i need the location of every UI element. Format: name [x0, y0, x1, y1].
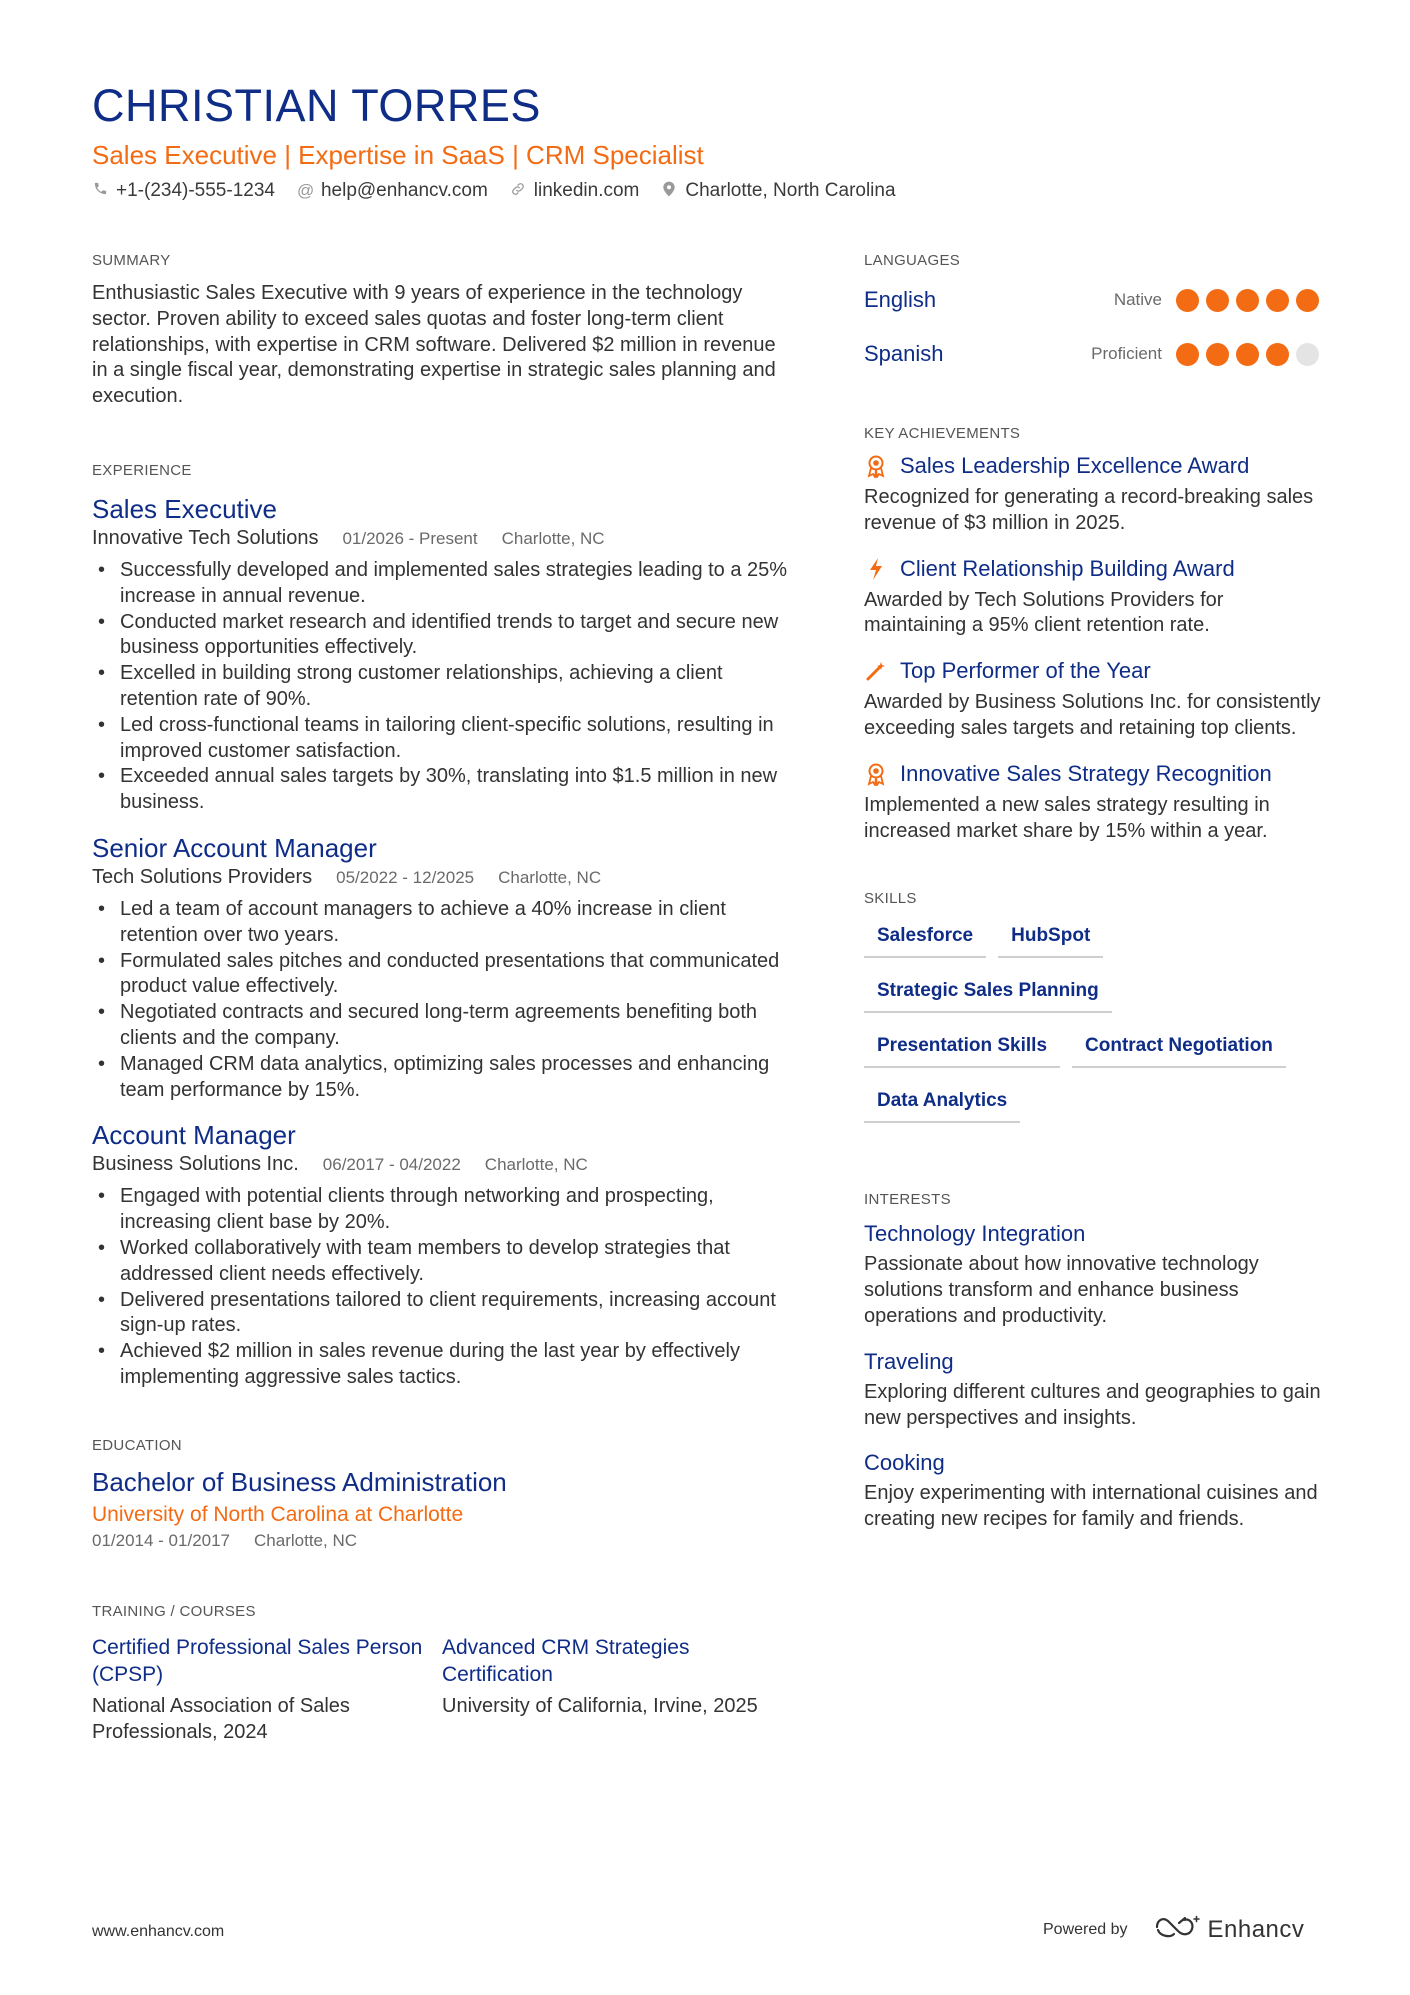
job-bullet: • Successfully developed and implemented sales strategies leading to a 25% increase in annual revenue.: [120, 558, 792, 610]
interest-desc: Exploring different cultures and geographies to gain new perspectives and insights.: [864, 1380, 1321, 1429]
enhancv-logo-icon: [1154, 1914, 1200, 1945]
language-rating: [1176, 343, 1326, 366]
linkedin-text[interactable]: linkedin.com: [533, 180, 640, 201]
powered-by-label: Powered by: [1043, 1920, 1128, 1938]
job-dates: 01/2026 - Present: [342, 528, 478, 548]
link-icon: [510, 181, 526, 202]
footer-branding: [1043, 1914, 1304, 1945]
achievements-heading: KEY ACHIEVEMENTS: [864, 425, 1021, 442]
training-list: [92, 1634, 792, 1746]
interest-item: [864, 1449, 1326, 1533]
achievement-item: [864, 657, 1326, 742]
contact-bar: [92, 180, 918, 202]
rating-dot-filled: [1236, 289, 1259, 312]
rating-dot-empty: [1296, 343, 1319, 366]
skill-tag: HubSpot: [998, 919, 1103, 958]
achievements-section: [864, 425, 1326, 844]
training-title: Certified Professional Sales Person (CPSP): [92, 1635, 423, 1686]
training-item: [92, 1634, 442, 1746]
education-meta: [92, 1529, 792, 1553]
training-section: [92, 1603, 792, 1746]
job-bullet: • Led cross-functional teams in tailoring client-specific solutions, resulting in improved customer satisfaction.: [120, 713, 792, 765]
job-entry: [92, 832, 792, 1103]
language-row: [864, 273, 1326, 327]
rating-dot-filled: [1176, 289, 1199, 312]
left-column: [92, 252, 792, 1745]
job-bullets: [92, 558, 792, 816]
skill-tag: Data Analytics: [864, 1084, 1020, 1123]
job-dates: 06/2017 - 04/2022: [322, 1155, 461, 1175]
achievement-title: Sales Leadership Excellence Award: [900, 453, 1250, 478]
education-degree: Bachelor of Business Administration: [92, 1466, 507, 1497]
job-dates: 05/2022 - 12/2025: [336, 867, 475, 887]
summary-section: [92, 252, 792, 410]
language-name: Spanish: [864, 341, 944, 366]
candidate-name: CHRISTIAN TORRES: [92, 80, 541, 131]
training-org: University of California, Irvine, 2025: [442, 1694, 758, 1717]
job-bullet: • Excelled in building strong customer relationships, achieving a client retention rate of 90%.: [120, 661, 792, 713]
contact-phone: [92, 180, 275, 202]
phone-icon: [92, 181, 108, 201]
interest-desc: Enjoy experimenting with international cuisines and creating new recipes for family and friends.: [864, 1482, 1318, 1531]
skills-heading: SKILLS: [864, 890, 917, 908]
job-entry: [92, 1119, 792, 1390]
contact-email[interactable]: [297, 180, 488, 202]
interest-title: Traveling: [864, 1348, 954, 1374]
achievement-title: Innovative Sales Strategy Recognition: [900, 760, 1272, 786]
rating-dot-filled: [1176, 343, 1199, 366]
job-meta: [92, 1151, 792, 1178]
job-location: Charlotte, NC: [484, 1155, 588, 1175]
contact-linkedin[interactable]: [510, 180, 640, 202]
job-bullet: • Formulated sales pitches and conducted presentations that communicated product value effectively.: [120, 949, 792, 1001]
training-title: Advanced CRM Strategies Certification: [442, 1635, 690, 1686]
skills-section: [864, 890, 1326, 1139]
rating-dot-filled: [1206, 289, 1229, 312]
interest-item: [864, 1220, 1326, 1329]
job-company: Innovative Tech Solutions: [92, 526, 319, 549]
job-title: Account Manager: [92, 1120, 296, 1151]
language-rating: [1176, 289, 1326, 312]
achievement-title: Top Performer of the Year: [900, 658, 1151, 684]
achievement-item: [864, 452, 1326, 537]
training-org: National Association of Sales Professionals, 2024: [92, 1694, 350, 1743]
achievement-header: [864, 452, 1326, 480]
achievement-desc: Awarded by Business Solutions Inc. for consistently exceeding sales targets and retaining top clients.: [864, 691, 1321, 739]
achievement-desc: Awarded by Tech Solutions Providers for maintaining a 95% client retention rate.: [864, 588, 1224, 637]
skills-list: [864, 919, 1326, 1139]
education-location: Charlotte, NC: [254, 1530, 357, 1550]
rating-dot-filled: [1266, 343, 1289, 366]
candidate-headline: Sales Executive | Expertise in SaaS | CRM Specialist: [92, 140, 704, 170]
rating-dot-filled: [1266, 289, 1289, 312]
job-meta: [92, 525, 792, 552]
achievement-item: [864, 555, 1326, 640]
email-text[interactable]: help@enhancv.com: [320, 180, 488, 201]
achievement-header: [864, 657, 1326, 685]
language-level: Proficient: [1091, 344, 1162, 363]
job-company: Business Solutions Inc.: [92, 1153, 299, 1176]
rating-dot-filled: [1296, 289, 1319, 312]
interests-section: [864, 1191, 1326, 1533]
job-bullet: • Exceeded annual sales targets by 30%, translating into $1.5 million in new business.: [120, 764, 792, 816]
interest-title: Cooking: [864, 1450, 945, 1476]
job-meta: [92, 864, 792, 891]
achievement-item: [864, 760, 1326, 845]
location-pin-icon: [661, 181, 677, 202]
job-bullet: • Delivered presentations tailored to client requirements, increasing account sign-up rates.: [120, 1288, 792, 1340]
job-bullets: [92, 1184, 792, 1390]
job-bullet: • Negotiated contracts and secured long-term agreements benefiting both clients and the company.: [120, 1000, 792, 1052]
achievement-header: [864, 760, 1326, 788]
skill-tag: Salesforce: [864, 919, 986, 958]
summary-text: Enthusiastic Sales Executive with 9 years of experience in the technology sector. Proven ability to exceed sales quotas and foster long-term client relationships, with expertise in CRM software. Delivered $2 million in revenue in a single fiscal year, demonstrating expertise in strategic sales planning and execution.: [92, 282, 776, 408]
skill-tag: Presentation Skills: [864, 1029, 1060, 1068]
brand-name: Enhancv: [1207, 1915, 1305, 1943]
job-entry: [92, 493, 792, 816]
job-company: Tech Solutions Providers: [92, 865, 313, 888]
job-title: Sales Executive: [92, 493, 277, 524]
languages-heading: LANGUAGES: [864, 252, 961, 269]
job-location: Charlotte, NC: [501, 528, 605, 548]
interest-desc: Passionate about how innovative technology solutions transform and enhance business operations and productivity.: [864, 1253, 1259, 1327]
achievement-desc: Implemented a new sales strategy resulting in increased market share by 15% within a year.: [864, 793, 1270, 842]
interest-item: [864, 1348, 1326, 1432]
job-bullet: • Engaged with potential clients through networking and prospecting, increasing client base by 20%.: [120, 1184, 792, 1236]
job-bullets: [92, 897, 792, 1103]
interest-title: Technology Integration: [864, 1221, 1086, 1247]
at-sign-icon: @: [296, 181, 315, 200]
education-school: University of North Carolina at Charlotte: [92, 1502, 464, 1526]
right-column: [864, 252, 1326, 1533]
language-row: [864, 327, 1326, 381]
job-title: Senior Account Manager: [92, 832, 377, 863]
education-heading: EDUCATION: [92, 1436, 182, 1454]
contact-location: [661, 180, 895, 202]
job-location: Charlotte, NC: [498, 867, 602, 887]
achievement-header: [864, 555, 1326, 583]
achievement-desc: Recognized for generating a record-breaking sales revenue of $3 million in 2025.: [864, 486, 1314, 534]
summary-heading: SUMMARY: [92, 252, 171, 269]
skill-tag: Contract Negotiation: [1072, 1029, 1286, 1068]
award-ribbon-icon: [864, 762, 888, 786]
rating-dot-filled: [1236, 343, 1259, 366]
language-level: Native: [1113, 290, 1162, 309]
education-section: [92, 1437, 792, 1553]
education-dates: 01/2014 - 01/2017: [92, 1530, 231, 1550]
languages-section: [864, 252, 1326, 381]
rating-dot-filled: [1206, 343, 1229, 366]
phone-text: +1-(234)-555-1234: [116, 180, 275, 201]
job-bullet: • Managed CRM data analytics, optimizing sales processes and enhancing team performance by 15%.: [120, 1052, 792, 1104]
experience-heading: EXPERIENCE: [92, 461, 192, 479]
skill-tag: Strategic Sales Planning: [864, 974, 1112, 1013]
footer-website[interactable]: www.enhancv.com: [92, 1923, 225, 1940]
award-ribbon-icon: [864, 454, 888, 478]
job-bullet: • Achieved $2 million in sales revenue during the last year by effectively implementing aggressive sales tactics.: [120, 1339, 792, 1391]
language-name: English: [864, 287, 937, 312]
interests-heading: INTERESTS: [864, 1191, 951, 1209]
job-bullet: • Worked collaboratively with team members to develop strategies that addressed client needs effectively.: [120, 1236, 792, 1288]
training-item: [442, 1634, 792, 1746]
training-heading: TRAINING / COURSES: [92, 1602, 256, 1620]
magic-wand-icon: [864, 659, 888, 683]
experience-section: [92, 462, 792, 1391]
lightning-bolt-icon: [864, 557, 888, 581]
location-text: Charlotte, North Carolina: [685, 180, 896, 201]
job-bullet: • Conducted market research and identified trends to target and secure new business opportunities effectively.: [120, 610, 792, 662]
achievement-title: Client Relationship Building Award: [900, 555, 1235, 581]
job-bullet: • Led a team of account managers to achieve a 40% increase in client retention over two years.: [120, 897, 792, 949]
